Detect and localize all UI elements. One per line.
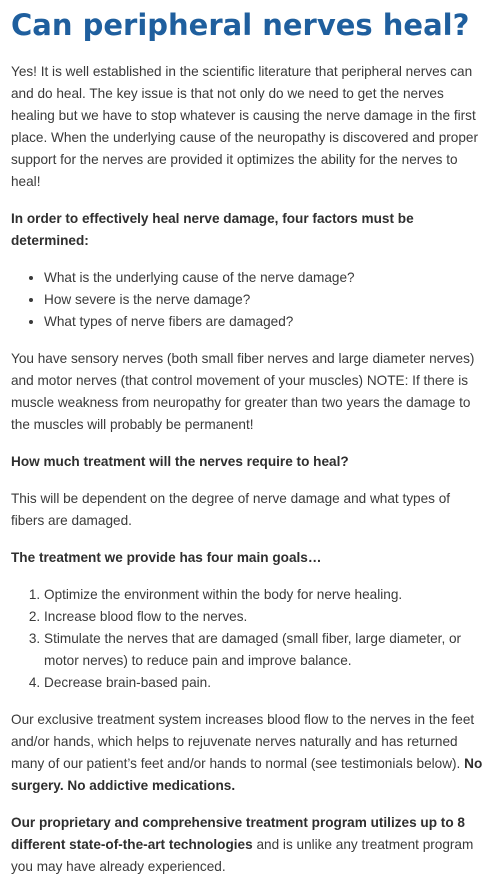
- list-item: • What is the underlying cause of the nerve damage?: [44, 267, 483, 289]
- intro-paragraph: Yes! It is well established in the scientific literature that peripheral nerves can and do heal. The key issue is that not only do we need to get the nerves healing but we have to stop whatever is causing the nerve damage in the first place. When the underlying cause of the neuropathy is discovered and proper support for the nerves are provided it optimizes the ability for the nerves to heal!: [11, 64, 479, 189]
- program-paragraph: [11, 812, 483, 878]
- nerve-types-paragraph: You have sensory nerves (both small fiber nerves and large diameter nerves) and motor nerves (that control movement of your muscles) NOTE: If there is muscle weakness from neuropathy for greater than two years the damage to the muscles will probably be permanent!: [11, 351, 475, 432]
- treatment-question: How much treatment will the nerves require to heal?: [11, 454, 349, 469]
- list-item: 2. Increase blood flow to the nerves.: [44, 606, 483, 628]
- list-item: 3. Stimulate the nerves that are damaged (small fiber, large diameter, or motor nerves) to reduce pain and improve balance.: [44, 628, 483, 672]
- factors-heading: In order to effectively heal nerve damage, four factors must be determined:: [11, 211, 414, 248]
- list-item: 1. Optimize the environment within the body for nerve healing.: [44, 584, 483, 606]
- page-title: Can peripheral nerves heal?: [11, 8, 470, 42]
- goals-heading: The treatment we provide has four main goals…: [11, 550, 322, 565]
- treatment-system-text: Our exclusive treatment system increases blood flow to the nerves in the feet and/or hands, which helps to rejuvenate nerves naturally and has returned many of our patient’s feet and/or hands to normal (see testimonials below).: [11, 712, 475, 771]
- treatment-system-paragraph: [11, 709, 483, 797]
- program-text: and is unlike any treatment program you may have already experienced.: [11, 837, 474, 874]
- list-item: • How severe is the nerve damage?: [44, 289, 483, 311]
- list-item: • What types of nerve fibers are damaged?: [44, 311, 483, 333]
- factors-list: [11, 267, 483, 333]
- treatment-system-highlight: No surgery. No addictive medications.: [11, 756, 483, 793]
- goals-list: [11, 584, 483, 694]
- list-item: 4. Decrease brain-based pain.: [44, 672, 483, 694]
- program-highlight: Our proprietary and comprehensive treatment program utilizes up to 8 different state-of-the-art technologies: [11, 815, 465, 852]
- treatment-answer: This will be dependent on the degree of nerve damage and what types of fibers are damaged.: [11, 491, 451, 528]
